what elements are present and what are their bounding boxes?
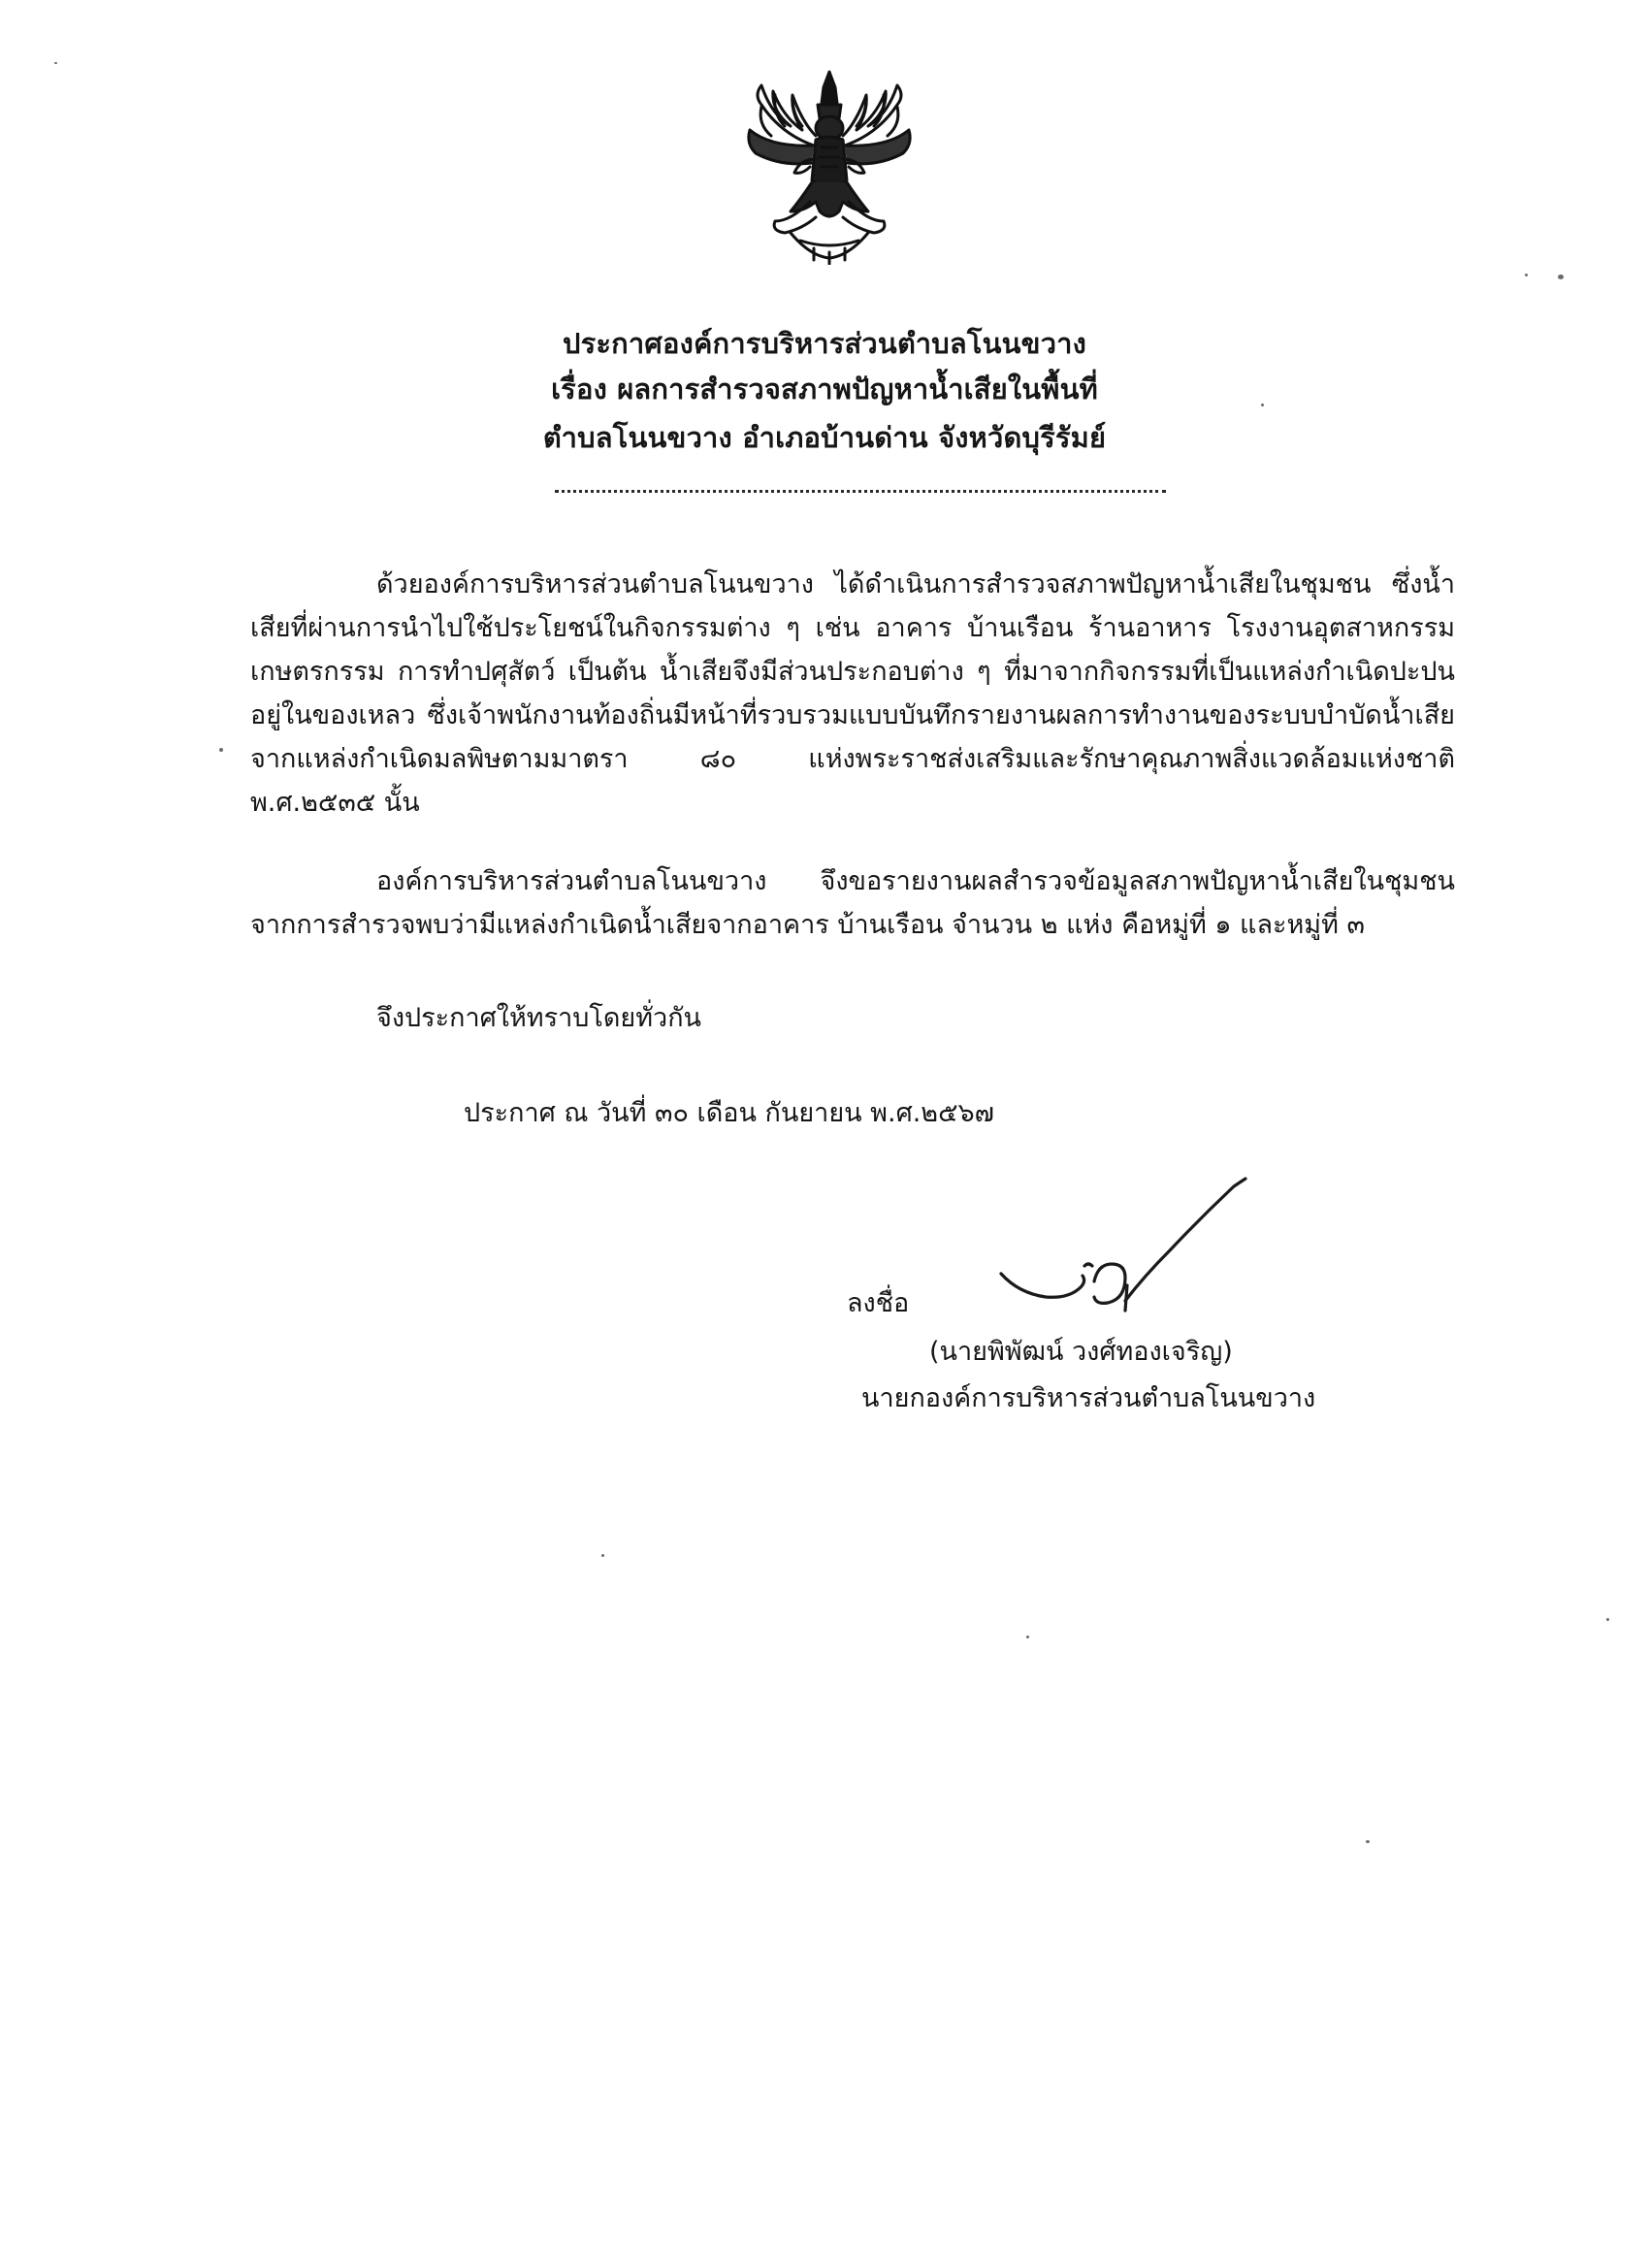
scan-speck: [1261, 404, 1264, 406]
scan-speck: [1606, 1618, 1609, 1621]
signature-label: ลงชื่อ: [847, 1288, 910, 1318]
body-paragraph-3: จึงประกาศให้ทราบโดยทั่วกัน: [376, 1003, 701, 1033]
announcement-title: ประกาศองค์การบริหารส่วนตำบลโนนขวาง: [562, 327, 1087, 360]
scan-speck: [1026, 1636, 1029, 1638]
handwritten-signature: [980, 1169, 1261, 1344]
announcement-location: ตำบลโนนขวาง อำเภอบ้านด่าน จังหวัดบุรีรัมย์: [542, 421, 1107, 454]
dotted-divider: [555, 490, 1166, 493]
garuda-emblem-icon: [732, 66, 926, 265]
scan-speck: [601, 1554, 604, 1557]
body-paragraph-2: องค์การบริหารส่วนตำบลโนนขวาง จึงขอรายงานผลสำรวจข้อมูลสภาพปัญหาน้ำเสียในชุมชนจากการสำรวจพบว่ามีแหล่งกำเนิดน้ำเสียจากอาคาร บ้านเรือน จำนวน ๒ แห่ง คือหมู่ที่ ๑ และหมู่ที่ ๓: [250, 866, 1455, 940]
scan-speck: [1366, 1840, 1370, 1843]
scan-speck: [1558, 275, 1564, 279]
signatory-name: (นายพิพัฒน์ วงศ์ทองเจริญ): [929, 1337, 1233, 1367]
body-paragraph-1: ด้วยองค์การบริหารส่วนตำบลโนนขวาง ได้ดำเนินการสำรวจสภาพปัญหาน้ำเสียในชุมชน ซึ่งน้ำเสียที่ผ่านการนำไปใช้ประโยชน์ในกิจกรรมต่าง ๆ เช่น อาคาร บ้านเรือน ร้านอาหาร โรงงานอุตสาหกรรม เกษตรกรรม การทำปศุสัตว์ เป็นต้น น้ำเสียจึงมีส่วนประกอบต่าง ๆ ที่มาจากกิจกรรมที่เป็นแหล่งกำเนิดปะปนอยู่ในของเหลว ซึ่งเจ้าพนักงานท้องถิ่นมีหน้าที่รวบรวมแบบบันทึกรายงานผลการทำงานของระบบบำบัดน้ำเสียจากแหล่งกำเนิดมลพิษตามมาตรา ๘๐ แห่งพระราชส่งเสริมและรักษาคุณภาพสิ่งแวดล้อมแห่งชาติ พ.ศ.๒๕๓๕ นั้น: [250, 569, 1455, 818]
announcement-subject: เรื่อง ผลการสำรวจสภาพปัญหาน้ำเสียในพื้นที่: [551, 373, 1098, 405]
announcement-date: ประกาศ ณ วันที่ ๓๐ เดือน กันยายน พ.ศ.๒๕๖๗: [464, 1098, 994, 1128]
scan-speck: [219, 748, 223, 752]
signatory-title: นายกองค์การบริหารส่วนตำบลโนนขวาง: [861, 1383, 1316, 1413]
scan-speck: [1525, 274, 1528, 276]
scan-speck: [54, 62, 57, 64]
